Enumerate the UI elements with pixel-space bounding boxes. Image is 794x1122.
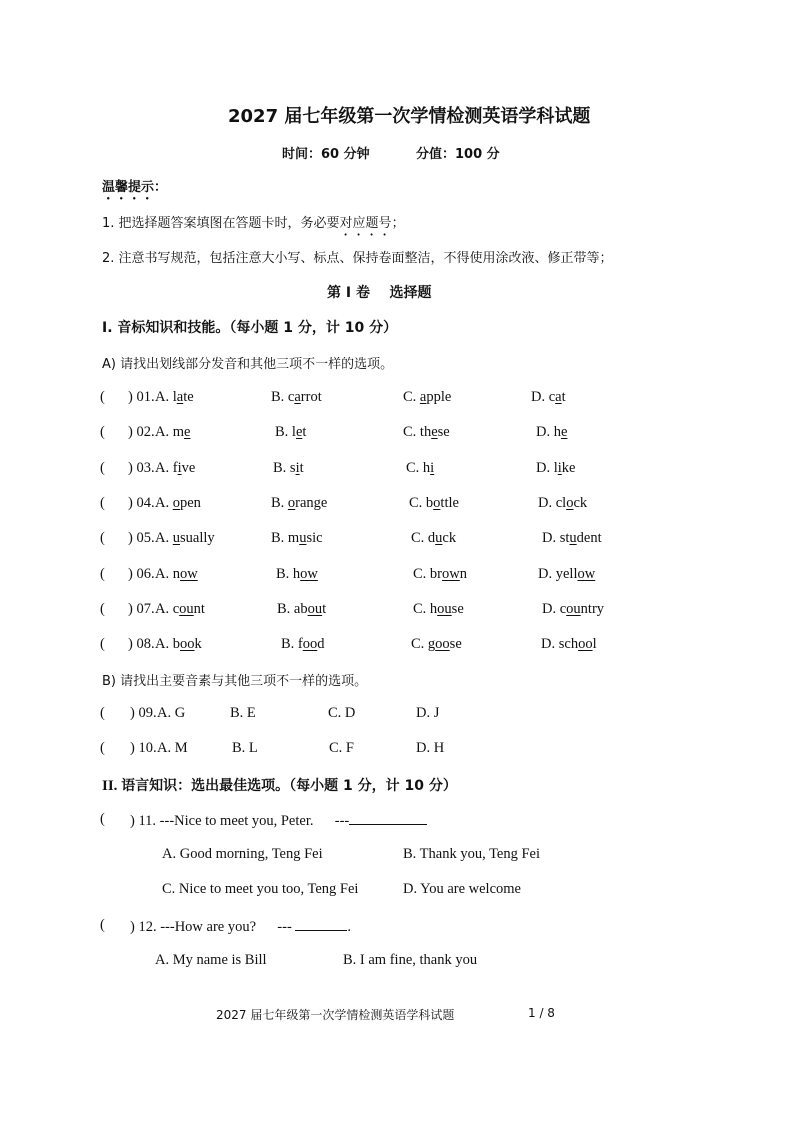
underlined-letters: e <box>431 424 438 440</box>
option-label: A. <box>155 601 173 617</box>
tip-1-text: 1. 把选择题答案填图在答题卡时，务必要 <box>102 216 340 231</box>
tip-1-end: ； <box>391 216 405 231</box>
question-7-paren[interactable]: ( <box>100 601 105 617</box>
option-post: se <box>451 601 464 617</box>
question-3-opt-c[interactable] <box>406 460 434 477</box>
tip-2: 2. 注意书写规范，包括注意大小写、标点、保持卷面整洁，不得使用涂改液、修正带等； <box>102 251 613 266</box>
option-post: l <box>592 636 597 652</box>
question-4-opt-d[interactable] <box>538 495 587 512</box>
option-post: se <box>449 636 462 652</box>
option-label: C. <box>403 389 420 405</box>
letter-question-10-opt-b[interactable]: B. L <box>232 740 258 756</box>
option-label: A. <box>155 530 173 546</box>
underlined-letters: a <box>176 389 184 405</box>
section-2-numeral: II. <box>102 778 122 794</box>
option-pre: c <box>548 389 556 405</box>
question-11-opt-a[interactable]: A. Good morning, Teng Fei <box>162 846 323 862</box>
option-label: C. <box>413 601 430 617</box>
question-1-paren[interactable]: ( <box>100 389 105 405</box>
option-label: D. <box>542 601 560 617</box>
option-post: t <box>561 389 566 405</box>
question-6-opt-b[interactable] <box>276 566 318 583</box>
option-pre: m <box>172 424 185 440</box>
option-label: A. <box>155 389 173 405</box>
option-post: ntry <box>580 601 605 617</box>
question-2-paren[interactable]: ( <box>100 424 105 440</box>
option-pre: sch <box>558 636 579 652</box>
underlined-letters: i <box>430 460 435 476</box>
option-post: range <box>295 495 328 511</box>
question-11-text: ) 11. ---Nice to meet you, Peter. <box>130 813 314 829</box>
tip-1-emphasis: 对应题号 <box>339 216 392 231</box>
option-label: A. <box>155 495 173 511</box>
section-1-heading: I. 音标知识和技能。（每小题 1 分，计 10 分） <box>102 320 398 336</box>
question-6-number: ) 06. <box>128 566 155 582</box>
underlined-letters: oo <box>302 636 318 652</box>
underlined-letters: u <box>569 530 577 546</box>
question-12-dash: --- <box>277 919 292 935</box>
underlined-letters: oo <box>435 636 450 652</box>
question-12-stem <box>130 917 351 936</box>
option-post: pen <box>179 495 201 511</box>
option-post: te <box>183 389 194 405</box>
underlined-letters: o <box>172 495 180 511</box>
question-5-paren[interactable]: ( <box>100 530 105 546</box>
question-1-opt-b[interactable] <box>271 389 322 406</box>
option-post: ttle <box>440 495 459 511</box>
option-pre: s <box>289 460 296 476</box>
option-label: C. <box>406 460 423 476</box>
letter-question-10-paren[interactable]: ( <box>100 740 105 756</box>
section-2-heading <box>102 775 457 795</box>
question-5-opt-d[interactable] <box>542 530 602 547</box>
question-11-blank[interactable] <box>349 811 427 825</box>
option-label: B. <box>271 530 288 546</box>
option-post: t <box>302 424 307 440</box>
underlined-letters: ow <box>179 566 198 582</box>
underlined-letters: u <box>172 530 180 546</box>
letter-question-9-opt-b[interactable]: B. E <box>230 705 256 721</box>
question-7-opt-c[interactable] <box>413 601 464 618</box>
question-4-number: ) 04. <box>128 495 155 511</box>
underlined-letters: u <box>435 530 443 546</box>
section-1-part-a: A) 请找出划线部分发音和其他三项不一样的选项。 <box>102 357 394 372</box>
underlined-letters: ow <box>442 566 460 582</box>
question-8-opt-d[interactable] <box>541 636 597 653</box>
option-label: A. <box>155 636 173 652</box>
option-post: ck <box>442 530 457 546</box>
section-1-part-b: B) 请找出主要音素与其他三项不一样的选项。 <box>102 674 368 689</box>
option-pre: th <box>419 424 432 440</box>
underlined-letters: e <box>560 424 568 440</box>
option-pre: h <box>292 566 301 582</box>
letter-question-9-opt-c[interactable]: C. D <box>328 705 356 721</box>
option-pre: c <box>559 601 567 617</box>
question-5-opt-b[interactable] <box>271 530 323 547</box>
option-pre: st <box>559 530 570 546</box>
option-label: B. <box>281 636 298 652</box>
option-post: t <box>322 601 327 617</box>
underlined-letters: i <box>557 460 562 476</box>
question-12-text: ) 12. ---How are you? <box>130 919 257 935</box>
footer-page-number: 1 / 8 <box>528 1006 555 1020</box>
letter-question-10-num: ) 10. <box>130 740 157 756</box>
question-4-opt-c[interactable] <box>409 495 459 512</box>
option-post: t <box>299 460 304 476</box>
option-pre: g <box>427 636 436 652</box>
question-3-opt-a[interactable] <box>155 460 195 477</box>
option-pre: d <box>427 530 436 546</box>
option-post: k <box>194 636 202 652</box>
question-1-opt-c[interactable] <box>403 389 451 406</box>
option-pre: b <box>425 495 434 511</box>
underlined-letters: a <box>419 389 427 405</box>
option-pre: c <box>172 601 180 617</box>
question-12-end: . <box>347 919 352 935</box>
option-pre: m <box>287 530 300 546</box>
question-7-number: ) 07. <box>128 601 155 617</box>
question-8-opt-c[interactable] <box>411 636 462 653</box>
option-pre: yell <box>555 566 578 582</box>
option-pre: l <box>291 424 296 440</box>
question-3-opt-b[interactable] <box>273 460 304 477</box>
page-title: 2027 届七年级第一次学情检测英语学科试题 <box>228 106 591 127</box>
question-3-opt-d[interactable] <box>536 460 575 477</box>
question-11-opt-b[interactable]: B. Thank you, Teng Fei <box>403 846 540 862</box>
question-6-paren[interactable]: ( <box>100 566 105 582</box>
option-label: D. <box>536 424 554 440</box>
underlined-letters: ow <box>300 566 318 582</box>
question-11-opt-c[interactable]: C. Nice to meet you too, Teng Fei <box>162 881 359 897</box>
question-6-opt-a[interactable] <box>155 566 198 583</box>
option-post: se <box>437 424 450 440</box>
option-pre: f <box>297 636 303 652</box>
underlined-letters: o <box>566 495 574 511</box>
option-label: D. <box>531 389 549 405</box>
option-label: D. <box>536 460 554 476</box>
option-label: C. <box>413 566 430 582</box>
underlined-letters: oo <box>578 636 593 652</box>
question-4-opt-a[interactable] <box>155 495 201 512</box>
question-8-paren[interactable]: ( <box>100 636 105 652</box>
option-label: C. <box>411 636 428 652</box>
option-label: D. <box>541 636 559 652</box>
volume-heading: 第 I 卷 选择题 <box>327 285 432 301</box>
question-4-paren[interactable]: ( <box>100 495 105 511</box>
question-8-opt-a[interactable] <box>155 636 202 653</box>
underlined-letters: e <box>295 424 303 440</box>
question-3-number: ) 03. <box>128 460 155 476</box>
underlined-letters: a <box>555 389 562 405</box>
question-7-opt-b[interactable] <box>277 601 326 618</box>
question-5-number: ) 05. <box>128 530 155 546</box>
option-pre: l <box>172 389 177 405</box>
section-2-title: 语言知识：选出最佳选项。（每小题 1 分，计 10 分） <box>121 778 457 794</box>
question-7-opt-a[interactable] <box>155 601 205 618</box>
option-post: d <box>317 636 325 652</box>
option-pre: br <box>429 566 443 582</box>
underlined-letters: a <box>294 389 301 405</box>
tip-1 <box>102 212 405 239</box>
option-pre: c <box>287 389 295 405</box>
question-11-stem <box>130 811 427 830</box>
option-pre: h <box>422 460 431 476</box>
question-11-dash: --- <box>334 813 350 829</box>
letter-question-10-opt-d[interactable]: D. H <box>416 740 445 756</box>
question-4-opt-b[interactable] <box>271 495 327 512</box>
underlined-letters: ou <box>307 601 323 617</box>
question-11-opt-d[interactable]: D. You are welcome <box>403 881 521 897</box>
option-label: B. <box>277 601 294 617</box>
exam-score: 分值：100 分 <box>416 147 500 162</box>
question-5-opt-a[interactable] <box>155 530 215 547</box>
tips-heading: 温馨提示： <box>102 180 168 195</box>
underlined-letters: ou <box>179 601 194 617</box>
option-post: pple <box>426 389 452 405</box>
question-12-opt-b[interactable]: B. I am fine, thank you <box>343 952 478 968</box>
option-pre: n <box>172 566 180 582</box>
question-2-opt-d[interactable] <box>536 424 567 441</box>
option-pre: b <box>172 636 180 652</box>
question-8-opt-b[interactable] <box>281 636 325 653</box>
letter-question-10-opt-a[interactable]: A. M <box>157 740 188 756</box>
underlined-letters: e <box>184 424 191 440</box>
option-label: B. <box>271 495 288 511</box>
question-1-number: ) 01. <box>128 389 155 405</box>
option-label: B. <box>273 460 290 476</box>
underlined-letters: oo <box>179 636 195 652</box>
question-2-opt-a[interactable] <box>155 424 190 441</box>
option-label: B. <box>271 389 288 405</box>
question-6-opt-d[interactable] <box>538 566 595 583</box>
question-1-opt-d[interactable] <box>531 389 566 406</box>
option-post: nt <box>193 601 205 617</box>
option-post: ke <box>561 460 576 476</box>
option-label: A. <box>155 424 173 440</box>
question-1-opt-a[interactable] <box>155 389 194 406</box>
question-2-opt-b[interactable] <box>275 424 306 441</box>
question-11-paren[interactable]: ( <box>100 811 105 827</box>
option-label: A. <box>155 460 173 476</box>
footer-title: 2027 届七年级第一次学情检测英语学科试题 <box>216 1008 455 1022</box>
option-label: D. <box>538 495 556 511</box>
option-pre: h <box>553 424 561 440</box>
question-8-number: ) 08. <box>128 636 155 652</box>
underlined-letters: u <box>299 530 307 546</box>
underlined-letters: i <box>177 460 182 476</box>
question-12-paren[interactable]: ( <box>100 917 105 933</box>
option-label: B. <box>276 566 293 582</box>
question-12-blank[interactable] <box>295 917 347 931</box>
option-label: C. <box>411 530 428 546</box>
option-pre: ab <box>293 601 308 617</box>
underlined-letters: ou <box>566 601 581 617</box>
option-label: D. <box>538 566 556 582</box>
question-3-paren[interactable]: ( <box>100 460 105 476</box>
option-post: ck <box>573 495 588 511</box>
option-post: dent <box>576 530 602 546</box>
option-post: sually <box>179 530 215 546</box>
letter-question-9-opt-a[interactable]: A. G <box>157 705 186 721</box>
letter-question-10-opt-c[interactable]: C. F <box>329 740 354 756</box>
letter-question-9-paren[interactable]: ( <box>100 705 105 721</box>
underlined-letters: ow <box>577 566 596 582</box>
question-7-opt-d[interactable] <box>542 601 604 618</box>
option-label: A. <box>155 566 173 582</box>
option-pre: cl <box>555 495 567 511</box>
option-post: ve <box>181 460 196 476</box>
option-label: C. <box>403 424 420 440</box>
question-6-opt-c[interactable] <box>413 566 467 583</box>
question-2-number: ) 02. <box>128 424 155 440</box>
letter-question-9-num: ) 09. <box>130 705 157 721</box>
option-post: rrot <box>300 389 322 405</box>
question-12-opt-a[interactable]: A. My name is Bill <box>155 952 267 968</box>
underlined-letters: i <box>295 460 300 476</box>
option-pre: h <box>429 601 438 617</box>
underlined-letters: o <box>433 495 441 511</box>
option-pre: f <box>172 460 178 476</box>
underlined-letters: o <box>287 495 296 511</box>
exam-time: 时间：60 分钟 <box>282 147 370 162</box>
option-label: D. <box>542 530 560 546</box>
option-post: sic <box>306 530 323 546</box>
option-label: C. <box>409 495 426 511</box>
option-pre: l <box>553 460 558 476</box>
option-label: B. <box>275 424 292 440</box>
option-post: n <box>459 566 467 582</box>
letter-question-9-opt-d[interactable]: D. J <box>416 705 440 721</box>
question-5-opt-c[interactable] <box>411 530 456 547</box>
underlined-letters: ou <box>437 601 452 617</box>
question-2-opt-c[interactable] <box>403 424 450 441</box>
